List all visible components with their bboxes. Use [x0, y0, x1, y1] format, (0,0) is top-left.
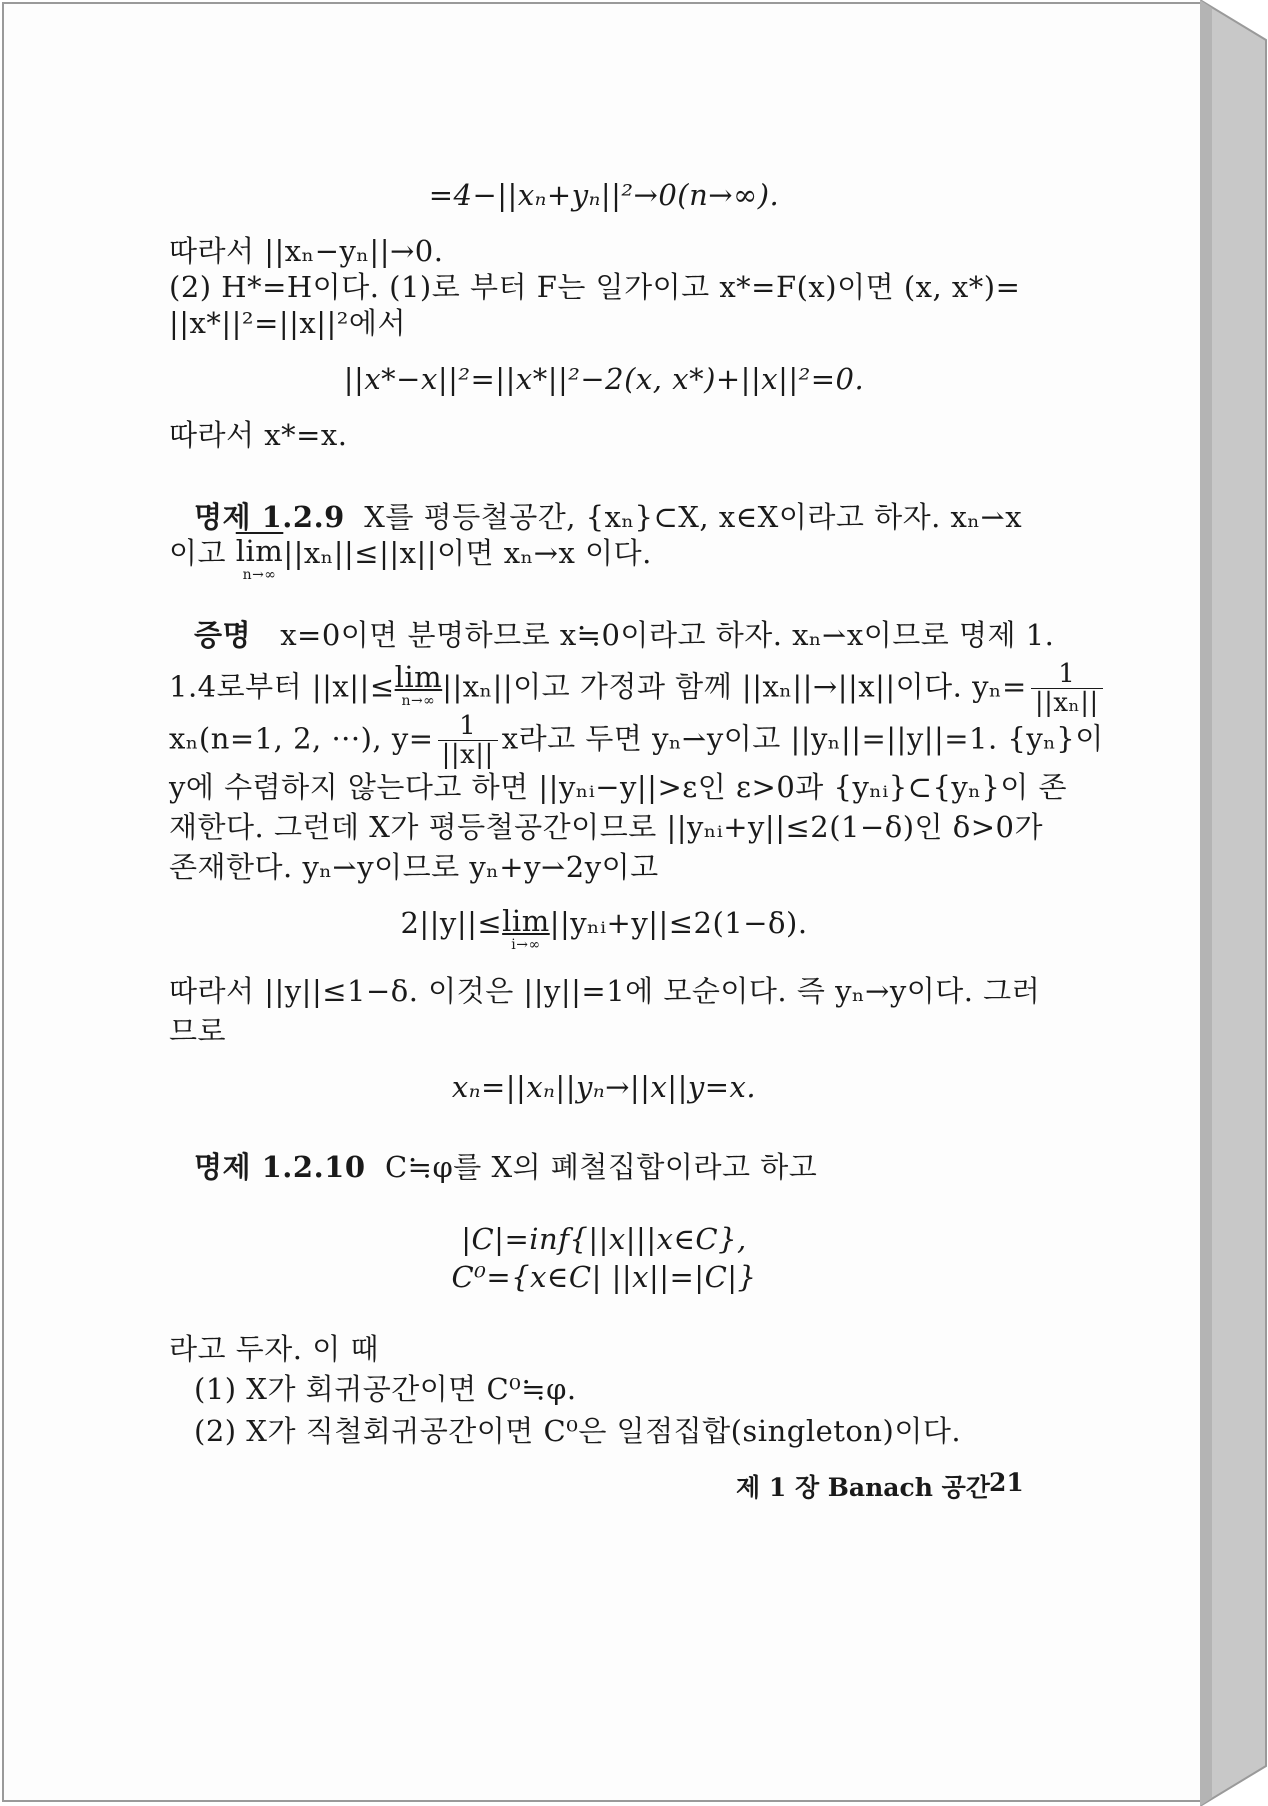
proof-line: [194, 616, 1054, 654]
proposition-text: X를 평등철공간, {xₙ}⊂X, x∈X이라고 하자. xₙ⇀x: [364, 500, 1023, 534]
running-footer-chapter: 제 1 장 Banach 공간: [736, 1473, 990, 1502]
fraction-denominator: ||x||: [441, 740, 494, 770]
lim-text: lim: [502, 904, 550, 938]
equation-line: |C|=inf{||x|||x∈C},: [461, 1222, 747, 1256]
text-line: ||x*||²=||x||²에서: [169, 306, 406, 340]
text-fragment: 2||y||≤: [400, 906, 503, 940]
book-page: [2, 2, 1202, 1802]
proposition-1-2-10: [194, 1148, 817, 1186]
text-line: 라고 두자. 이 때: [169, 1332, 379, 1366]
text-fragment: ||xₙ||≤||x||이면 xₙ→x 이다.: [283, 536, 652, 570]
lim-subscript: n→∞: [401, 693, 436, 709]
liminf-operator: [502, 904, 550, 952]
equation-line: ||x*−x||²=||x*||²−2(x, x*)+||x||²=0.: [343, 362, 865, 396]
equation-line: xₙ=||xₙ||yₙ→||x||y=x.: [451, 1070, 757, 1104]
lim-subscript: n→∞: [242, 567, 277, 583]
book-spine-shadow: [1200, 0, 1268, 1806]
proof-line: 므로: [169, 1014, 227, 1048]
text-line: 따라서 ||xₙ−yₙ||→0.: [169, 234, 444, 268]
limsup-operator: [236, 534, 284, 582]
text-fragment: x=0이면 분명하므로 x≒0이라고 하자. xₙ⇀x이므로 명제 1.: [280, 618, 1055, 652]
proof-line: y에 수렴하지 않는다고 하면 ||yₙᵢ−y||>ε인 ε>0과 {yₙᵢ}⊂{yₙ}이 존: [169, 770, 1068, 804]
proof-line: 재한다. 그런데 X가 평등철공간이므로 ||yₙᵢ+y||≤2(1−δ)인 δ>0가: [169, 810, 1044, 844]
fraction: [1031, 660, 1103, 717]
text-fragment: ||xₙ||이고 가정과 함께 ||xₙ||→||x||이다. yₙ=: [442, 669, 1027, 704]
list-item: (1) X가 회귀공간이면 C⁰≒φ.: [194, 1372, 577, 1406]
equation-line: C⁰={x∈C| ||x||=|C|}: [451, 1260, 757, 1294]
fraction-denominator: ||xₙ||: [1034, 688, 1099, 718]
proof-line: 존재한다. yₙ⇀y이므로 yₙ+y⇀2y이고: [169, 850, 659, 884]
proof-line: [169, 660, 1107, 717]
proof-line: 따라서 ||y||≤1−δ. 이것은 ||y||=1에 모순이다. 즉 yₙ→y이다. 그러: [169, 974, 1041, 1008]
list-item: (2) X가 직철회귀공간이면 C⁰은 일점집합(singleton)이다.: [194, 1414, 962, 1448]
text-fragment: 1.4로부터 ||x||≤: [169, 669, 395, 704]
equation-line: =4−||xₙ+yₙ||²→0(n→∞).: [428, 178, 780, 212]
text-line: (2) H*=H이다. (1)로 부터 F는 일가이고 x*=F(x)이면 (x, x*)=: [169, 270, 1021, 304]
text-fragment: x라고 두면 yₙ⇀y이고 ||yₙ||=||y||=1. {yₙ}이: [501, 721, 1104, 756]
fraction: [438, 712, 498, 769]
fraction-numerator: 1: [1031, 660, 1103, 689]
lim-text: lim: [394, 660, 443, 694]
text-fragment: xₙ(n=1, 2, ···), y=: [169, 721, 434, 756]
proposition-1-2-9: [194, 498, 1022, 536]
proof-line: [169, 712, 1104, 769]
page-number: 21: [989, 1468, 1024, 1497]
text-fragment: 이고: [169, 536, 227, 570]
proposition-label: 명제 1.2.9: [194, 500, 345, 534]
proposition-line-2: [169, 534, 652, 582]
equation-line: [4, 904, 1204, 952]
text-line: 따라서 x*=x.: [169, 418, 348, 452]
proposition-label: 명제 1.2.10: [194, 1150, 366, 1184]
liminf-operator: [395, 660, 443, 708]
fraction-numerator: 1: [438, 712, 498, 741]
text-fragment: ||yₙᵢ+y||≤2(1−δ).: [549, 906, 808, 940]
proposition-text: C≒φ를 X의 폐철집합이라고 하고: [384, 1150, 818, 1184]
proof-label: 증명: [194, 618, 252, 652]
lim-text: $\overline{lim}$: [235, 534, 284, 568]
lim-subscript: i→∞: [511, 937, 541, 953]
